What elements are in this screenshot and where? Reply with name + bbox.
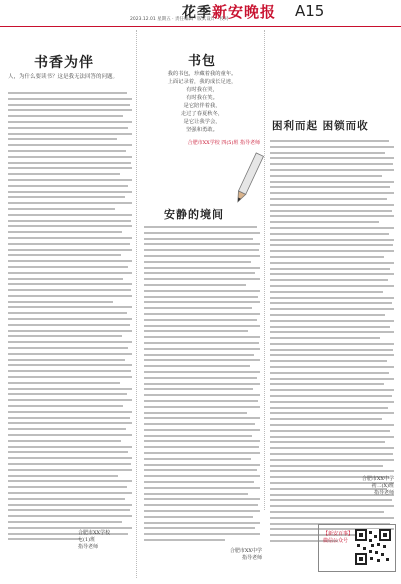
credit-teacher: 指导老师 (78, 544, 99, 550)
credit-teacher: 指导老师 (373, 490, 394, 496)
credit-school: 合肥市XX中学 (229, 548, 262, 554)
ad-text: 【新安百事】微信公众号 (323, 531, 351, 544)
poem-title: 书包 (188, 54, 217, 69)
credit-school: 合肥市XX学校 (78, 530, 111, 536)
ad-box (318, 524, 396, 572)
poem-body: 我的书包，珍藏着我的童年。 上面记录着，我的成长足迹， 有时我在哭， 有时我在笑。 是它陪伴着我， 走过了春夏秋冬， 是它让我学会， 坚强和勇敢。 (167, 71, 237, 133)
page-header (0, 0, 401, 26)
credit-author: 指导老师 (241, 555, 262, 561)
article-title: 书香为伴 (34, 55, 94, 71)
article-body (144, 226, 260, 545)
article-intro: 人，为什么要读书？这是我无法回答的问题。 (8, 74, 119, 80)
article-credit (300, 476, 394, 497)
article-body (8, 92, 132, 544)
column-divider-right (264, 30, 265, 510)
qr-code-icon[interactable] (355, 529, 391, 565)
article-title: 安静的境间 (164, 208, 224, 221)
section-name: 花季 (182, 5, 212, 21)
pencil-icon (228, 150, 268, 210)
poem-credit: 合肥市XX学校 四(5)班 指导老师 (187, 140, 260, 146)
column-divider-left (136, 30, 137, 578)
article-credit (78, 530, 134, 551)
credit-class: 初二(X)班 (371, 483, 394, 489)
newspaper-logo: 新安晚报 (212, 3, 277, 21)
article-credit (206, 548, 262, 562)
date-line: 2023.12.01 星期五 · 责任编辑 · 版式设计 · 校对 (130, 17, 229, 22)
header-rule (0, 26, 401, 27)
credit-school: 合肥市XX中学 (361, 476, 394, 482)
article-title: 困利而起 困锁而收 (272, 120, 369, 132)
credit-author: 七(1)班 (78, 537, 96, 543)
page-number: A15 (295, 2, 325, 20)
